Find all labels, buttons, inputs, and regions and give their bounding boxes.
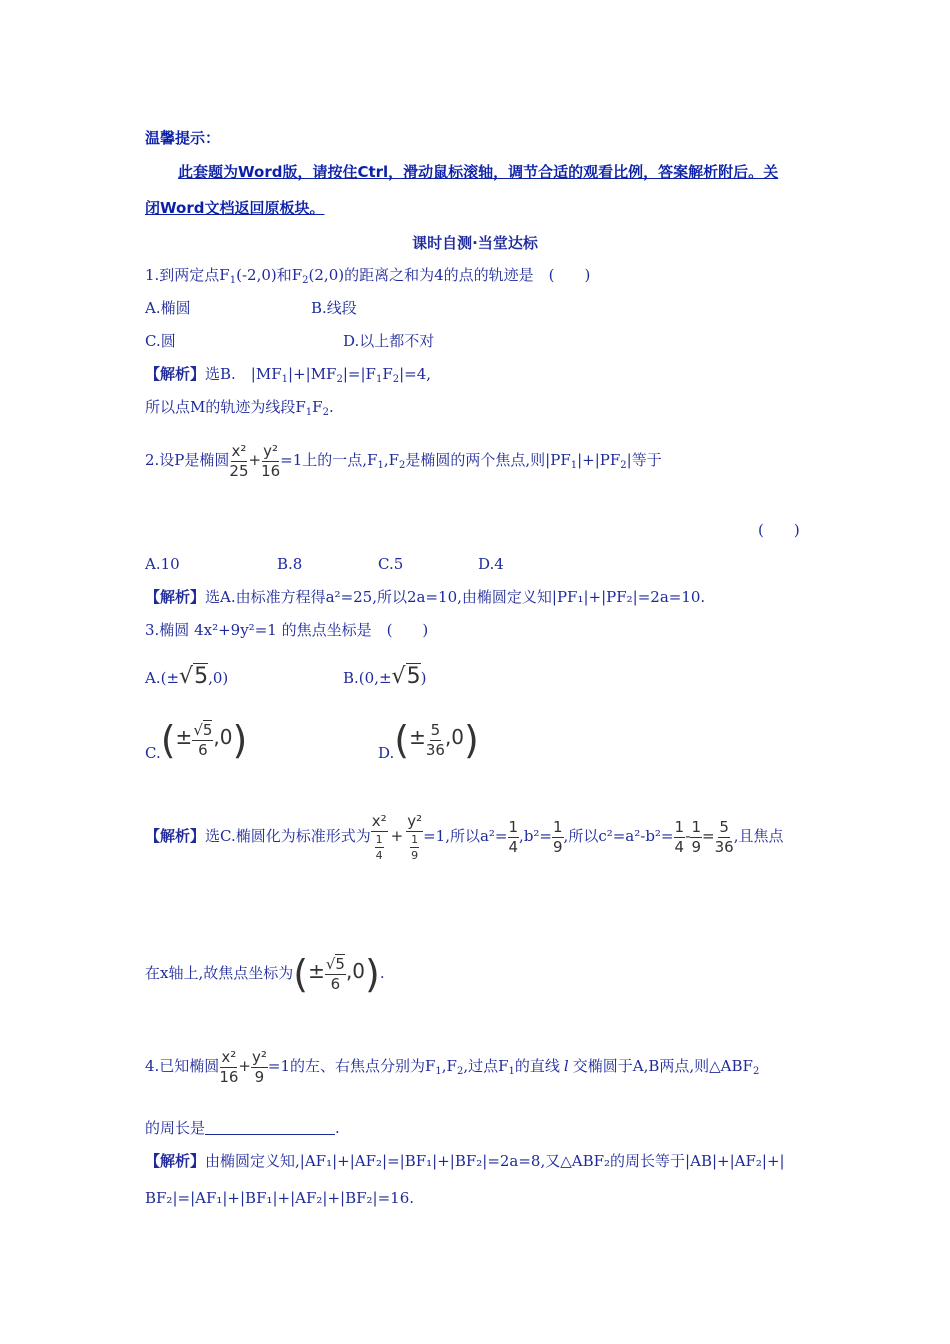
section-title: 课时自测·当堂达标 <box>412 234 538 252</box>
q1-stem: 1.到两定点$F_1(-2,0)$和$F_2(2,0)$的距离之和为4的点的轨迹是 ( ) <box>145 266 591 286</box>
q1-option-a: A.椭圆 <box>145 299 191 317</box>
q2-option-a: A.10 <box>145 555 180 573</box>
fraction-x2-over-1-4: $\frac{\text{x²}}{\frac{1}{4}}$ <box>371 811 387 862</box>
q1-answer-2: 所以点M的轨迹为线段$F_1F_2$. <box>145 398 334 418</box>
tip-line-1[interactable]: 此套题为Word版，请按住Ctrl，滑动鼠标滚轴，调节合适的观看比例，答案解析附后。关 <box>178 163 779 181</box>
q4-stem-2: 的周长是 . <box>145 1119 340 1137</box>
q3-option-a: A.(±√5,0) <box>145 664 229 689</box>
q3-answer-2: 在x轴上,故焦点坐标为(± $\frac{√5}{6}$ ,0). <box>145 952 385 996</box>
fraction-5-36: $\frac{5}{36}$ <box>714 817 734 856</box>
q3-option-b: B.(0,±√5) <box>343 664 427 689</box>
answer-blank[interactable] <box>205 1120 335 1135</box>
q3-answer: 【解析】选C.椭圆化为标准形式为 $\frac{\text{x²}}{\frac{1}{4}}$ + $\frac{\text{y²}}{\frac{1}{9}}$ =1,所以a²= $\frac{1}{4}$ ,b²= $\frac{1}{9}$ ,所以c²=a²-b²= $\frac{1}{4}$ - $\frac{1}{9}$ = $\frac{5}{36}$ ,且焦点 <box>145 811 784 862</box>
q4-stem: 4.已知椭圆 $\frac{\text{x²}}{16}$ + $\frac{\text{y²}}{9}$ =1的左、右焦点分别为$F_1,F_2$,过点$F_1$的直线 l 交椭圆于A,B两点,则$\triangle ABF_2$ <box>145 1047 760 1086</box>
q1-option-c: C.圆 <box>145 332 176 350</box>
q2-answer-bracket: ( ) <box>758 521 800 539</box>
fraction-5-36: $\frac{5}{36}$ <box>425 720 445 759</box>
tip-title: 温馨提示： <box>145 129 221 147</box>
q1-option-b: B.线段 <box>311 299 357 317</box>
q2-option-b: B.8 <box>277 555 303 573</box>
q2-option-d: D.4 <box>478 555 504 573</box>
fraction-1-9: $\frac{1}{9}$ <box>553 817 563 856</box>
q1-answer: 【解析】选B. $|MF_1|+|MF_2|=|F_1F_2|=4$, <box>145 365 432 385</box>
fraction-y2-16: $\frac{\text{y²}}{16}$ <box>261 441 281 480</box>
q3-option-c: C.(± $\frac{√5}{6}$ ,0) <box>145 718 248 762</box>
q4-answer-2: BF₂|=|AF₁|+|BF₁|+|AF₂|+|BF₂|=16. <box>145 1189 415 1207</box>
fraction-1-4: $\frac{1}{4}$ <box>508 817 519 856</box>
fraction-x2-25: $\frac{\text{x²}}{25}$ <box>229 441 249 480</box>
sqrt-5: √5 <box>391 664 421 689</box>
tip-line-2[interactable]: 闭Word文档返回原板块。 <box>145 199 325 217</box>
fraction-y2-over-1-9: $\frac{\text{y²}}{\frac{1}{9}}$ <box>407 811 423 862</box>
q2-stem: 2.设P是椭圆 $\frac{\text{x²}}{25}$ + $\frac{\text{y²}}{16}$ =1上的一点$,F_1,F_2$是椭圆的两个焦点,则$|PF_1|+|PF_2|$等于 <box>145 441 662 480</box>
q3-option-d: D.(± $\frac{5}{36}$ ,0) <box>378 718 479 762</box>
fraction-sqrt5-6: $\frac{√5}{6}$ <box>193 720 213 759</box>
fraction-1-9: $\frac{1}{9}$ <box>691 817 702 856</box>
q2-option-c: C.5 <box>378 555 404 573</box>
q1-option-d: D.以上都不对 <box>343 332 435 350</box>
q3-stem: 3.椭圆 4x²+9y²=1 的焦点坐标是 ( ) <box>145 621 429 639</box>
q4-answer: 【解析】由椭圆定义知,|AF₁|+|AF₂|=|BF₁|+|BF₂|=2a=8,又△ABF₂的周长等于|AB|+|AF₂|+| <box>145 1152 785 1170</box>
sqrt-5: √5 <box>179 664 209 689</box>
fraction-sqrt5-6: $\frac{√5}{6}$ <box>325 954 345 993</box>
fraction-1-4: $\frac{1}{4}$ <box>674 817 685 856</box>
fraction-x2-16: $\frac{\text{x²}}{16}$ <box>219 1047 239 1086</box>
fraction-y2-9: $\frac{\text{y²}}{9}$ <box>251 1047 267 1086</box>
q2-answer: 【解析】选A.由标准方程得a²=25,所以2a=10,由椭圆定义知|PF₁|+|PF₂|=2a=10. <box>145 588 706 606</box>
